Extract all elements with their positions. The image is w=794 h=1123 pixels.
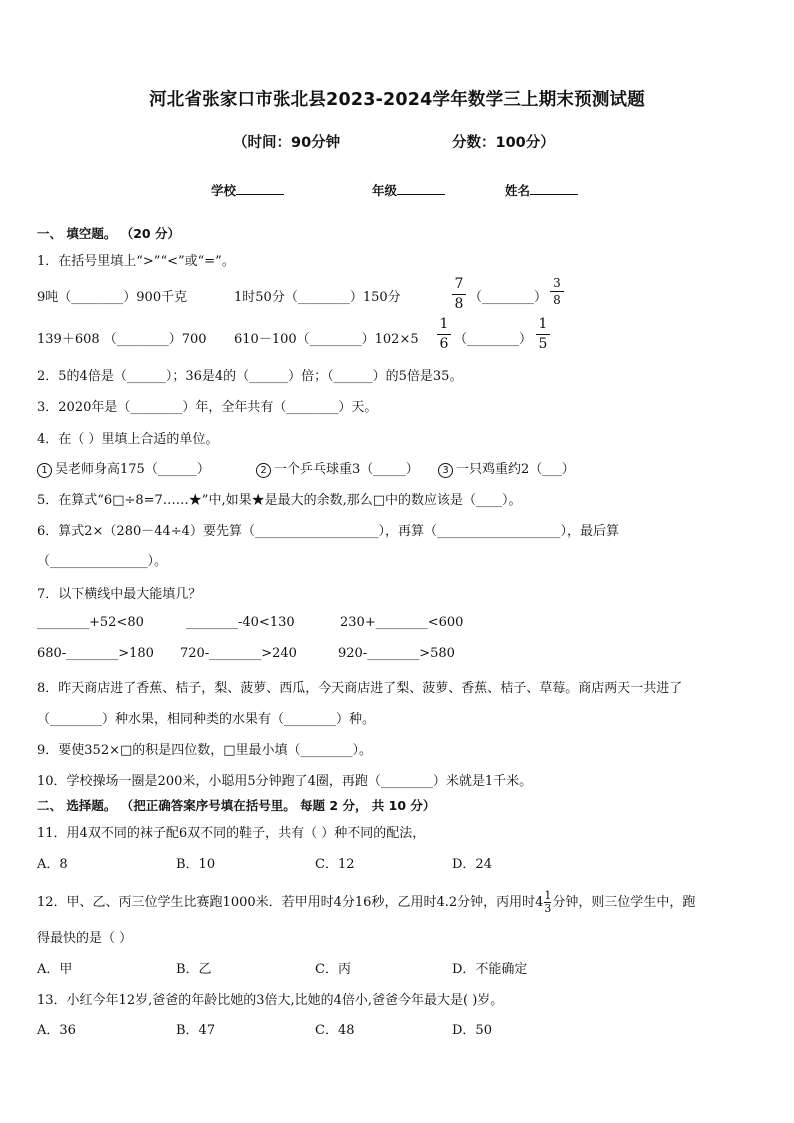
q4-item-text: 吴老师身高175（______） <box>55 462 210 477</box>
q12-option-d[interactable]: D．不能确定 <box>452 962 528 977</box>
q11-option-a[interactable]: A．8 <box>37 857 68 872</box>
circled-number: 1 <box>37 463 52 478</box>
frac-num: 1 <box>544 889 552 902</box>
q7-r2-b: 720-________>240 <box>180 646 297 661</box>
frac-den: 3 <box>544 902 552 915</box>
q6-text-b: （_______________）。 <box>37 554 168 569</box>
q13-option-b[interactable]: B．47 <box>176 1023 216 1038</box>
q4-item-3 <box>438 458 575 478</box>
grade-field[interactable] <box>372 181 445 199</box>
fraction-1-5 <box>536 316 550 353</box>
q7-r2-a: 680-________>180 <box>37 646 154 661</box>
q12-text-c: 得最快的是（ ） <box>37 931 133 946</box>
q1-r1-b: 1时50分（________）150分 <box>234 290 401 305</box>
name-label: 姓名 <box>505 183 531 198</box>
q7-r2-c: 920-________>580 <box>338 646 455 661</box>
frac-num: 1 <box>538 316 548 332</box>
school-field[interactable] <box>211 181 284 199</box>
q12-text <box>37 890 695 915</box>
q11-option-c[interactable]: C．12 <box>315 857 355 872</box>
q3-text: 3．2020年是（________）年，全年共有（________）天。 <box>37 400 378 415</box>
page-title: 河北省张家口市张北县2023-2024学年数学三上期末预测试题 <box>149 90 645 110</box>
q6-text-a: 6．算式2×（280－44÷4）要先算（___________________），再算（___________________），最后算 <box>37 524 619 539</box>
q1-r1-c: （________） <box>469 290 548 305</box>
frac-den: 5 <box>538 336 548 352</box>
q11-option-d[interactable]: D．24 <box>452 857 492 872</box>
frac-num: 3 <box>553 276 561 290</box>
q13-option-c[interactable]: C．48 <box>315 1023 355 1038</box>
q1-r2-b: 610－100（________）102×5 <box>234 332 419 347</box>
q12-option-c[interactable]: C．丙 <box>315 962 351 977</box>
frac-den: 6 <box>439 336 449 352</box>
q4-item-text: 一只鸡重约2（___） <box>456 462 575 477</box>
q11-text: 11．用4双不同的袜子配6双不同的鞋子，共有（ ）种不同的配法， <box>37 826 426 841</box>
name-field[interactable] <box>505 181 578 199</box>
frac-num: 7 <box>454 276 464 292</box>
q9-text: 9．要使352×□的积是四位数，□里最小填（________）。 <box>37 743 373 758</box>
q13-text: 13．小红今年12岁,爸爸的年龄比她的3倍大,比她的4倍小,爸爸今年最大是( )岁。 <box>37 993 504 1008</box>
q1-r1-a: 9吨（________）900千克 <box>37 290 188 305</box>
q7-text: 7．以下横线中最大能填几？ <box>37 587 202 602</box>
q7-r1-b: ________-40<130 <box>186 615 295 630</box>
exam-score: 分数：100分） <box>452 135 555 151</box>
q1-r2-a: 139＋608 （________）700 <box>37 332 207 347</box>
q1-text: 1．在括号里填上“>”“<”或“=”。 <box>37 254 235 269</box>
q2-text: 2．5的4倍是（______）；36是4的（______）倍；（______）的5倍是35。 <box>37 369 463 384</box>
q4-item-2 <box>256 458 419 478</box>
q8-text-a: 8．昨天商店进了香蕉、桔子，梨、菠萝、西瓜，今天商店进了梨、菠萝、香蕉、桔子、草莓。商店两天一共进了 <box>37 681 683 696</box>
fraction-1-3 <box>544 890 551 915</box>
fraction-7-8 <box>452 276 466 313</box>
q13-option-a[interactable]: A．36 <box>37 1023 76 1038</box>
q10-text: 10．学校操场一圈是200米，小聪用5分钟跑了4圈，再跑（________）米就是1千米。 <box>37 774 533 789</box>
q11-option-b[interactable]: B．10 <box>176 857 216 872</box>
exam-time: （时间：90分钟 <box>233 135 341 151</box>
section1-heading: 一、 填空题。 （20 分） <box>37 226 180 241</box>
q4-text: 4．在（ ）里填上合适的单位。 <box>37 432 219 447</box>
section2-heading: 二、 选择题。 （把正确答案序号填在括号里。 每题 2 分， 共 10 分） <box>37 798 436 813</box>
frac-den: 8 <box>454 296 464 312</box>
q1-r2-c: （________） <box>454 332 533 347</box>
q4-item-text: 一个乒乓球重3（_____） <box>274 462 419 477</box>
fraction-3-8 <box>550 276 564 307</box>
q12-text-a: 12．甲、乙、丙三位学生比赛跑1000米．若甲用时4分16秒，乙用时4.2分钟，丙用时4 <box>37 895 544 910</box>
q12-option-a[interactable]: A．甲 <box>37 962 73 977</box>
q4-item-1 <box>37 458 210 478</box>
frac-num: 1 <box>439 316 449 332</box>
q8-text-b: （________）种水果，相同种类的水果有（________）种。 <box>37 712 376 727</box>
grade-label: 年级 <box>372 183 398 198</box>
q7-r1-c: 230+________<600 <box>340 615 464 630</box>
q5-text: 5．在算式“6□÷8=7……★”中,如果★是最大的余数,那么□中的数应该是（____）。 <box>37 493 522 508</box>
fraction-1-6 <box>437 316 451 353</box>
q12-option-b[interactable]: B．乙 <box>176 962 212 977</box>
school-label: 学校 <box>211 183 237 198</box>
circled-number: 2 <box>256 463 271 478</box>
circled-number: 3 <box>438 463 453 478</box>
q12-text-b: 分钟，则三位学生中，跑 <box>552 895 696 910</box>
q13-option-d[interactable]: D．50 <box>452 1023 492 1038</box>
q7-r1-a: ________+52<80 <box>37 615 144 630</box>
frac-den: 8 <box>553 293 561 307</box>
